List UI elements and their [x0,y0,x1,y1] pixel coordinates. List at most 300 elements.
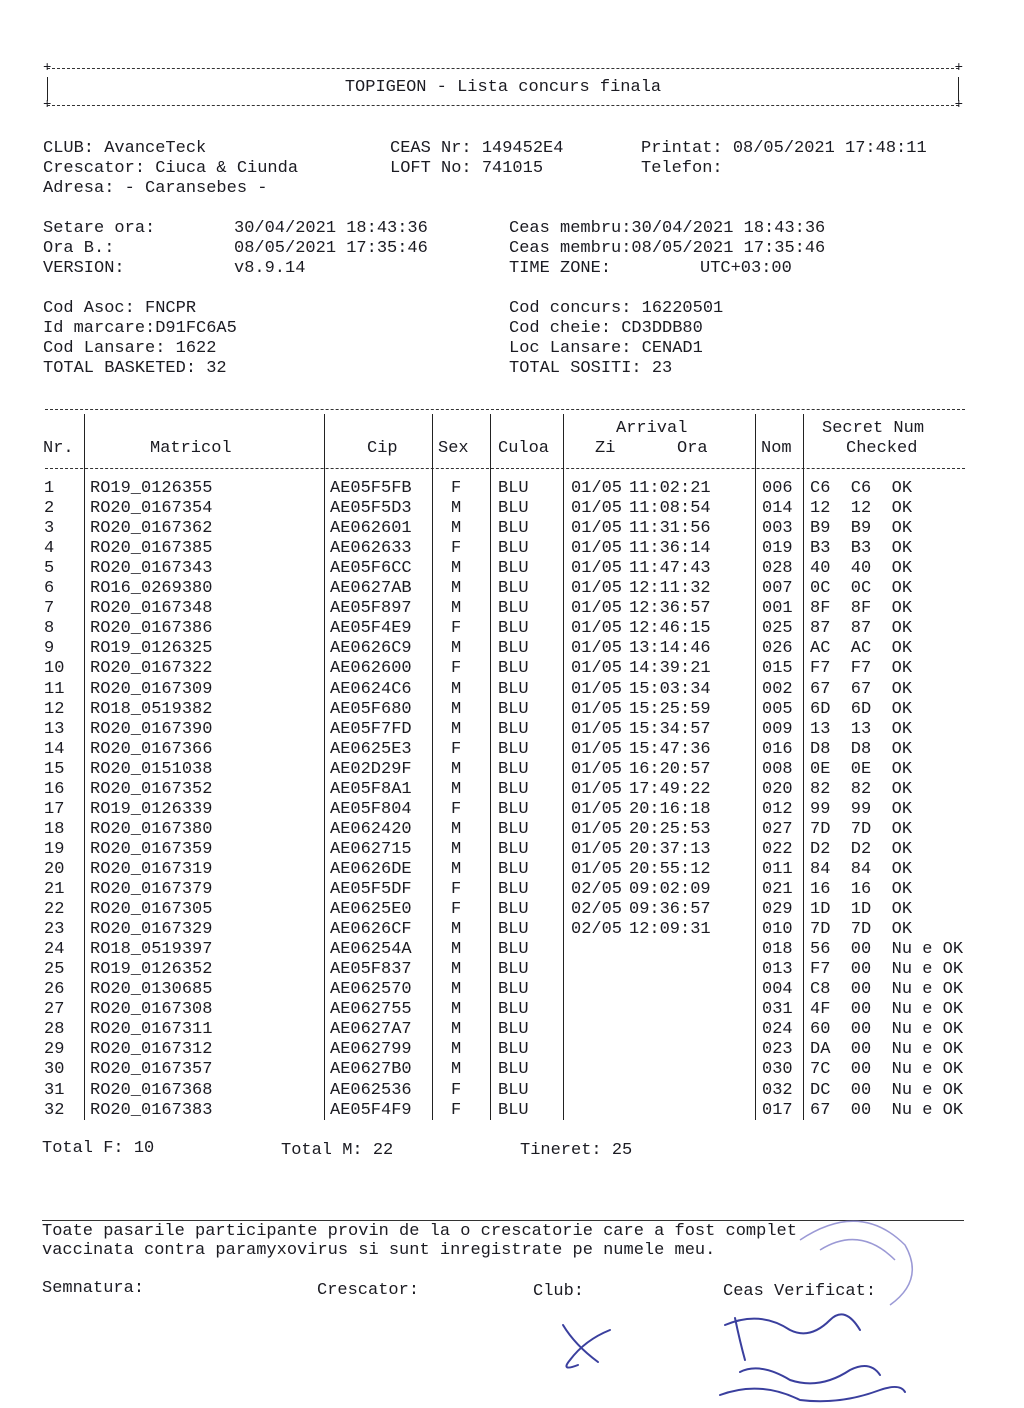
row-nr: 30 [44,1060,65,1080]
row-nom: 007 [762,579,793,599]
row-zi: 01/05 [571,499,623,519]
row-sex: F [451,900,462,920]
row-cip: AE062536 [330,1080,412,1100]
row-sex: F [451,799,462,819]
row-nom: 024 [762,1020,793,1040]
row-nom: 022 [762,839,793,859]
row-cip: AE062799 [330,1040,412,1060]
row-sex: F [451,739,462,759]
row-nr: 10 [44,659,65,679]
row-matricol: RO20_0167362 [90,519,213,539]
row-matricol: RO20_0151038 [90,759,213,779]
row-zi: 01/05 [571,799,623,819]
row-zi: 01/05 [571,639,623,659]
row-secret: 84 84 OK [810,859,913,879]
row-matricol: RO16_0269380 [90,579,213,599]
row-culoa: BLU [498,1020,529,1040]
row-culoa: BLU [498,779,529,799]
row-cip: AE05F4F9 [330,1100,412,1120]
row-zi: 01/05 [571,679,623,699]
row-sex: F [451,880,462,899]
row-ora: 12:09:31 [629,920,711,940]
header-ora: Ora [677,439,708,458]
row-matricol: RO20_0167380 [90,819,213,839]
row-secret: 40 40 OK [810,559,913,579]
row-nr: 2 [44,499,55,519]
row-secret: 13 13 OK [810,719,913,739]
row-ora: 14:39:21 [629,659,711,679]
row-secret: 1D 1D OK [810,900,913,920]
row-ora: 20:55:12 [629,859,711,879]
row-zi: 01/05 [571,699,623,719]
total-basketed: TOTAL BASKETED: 32 [43,359,227,378]
row-culoa: BLU [498,499,529,519]
row-nom: 023 [762,1040,793,1060]
row-cip: AE05F8A1 [330,779,412,799]
row-ora: 20:37:13 [629,839,711,859]
row-ora: 17:49:22 [629,779,711,799]
handwritten-signature [563,1314,905,1401]
row-cip: AE062755 [330,1000,412,1020]
row-culoa: BLU [498,739,529,759]
row-sex: M [451,980,462,1000]
row-ora: 13:14:46 [629,639,711,659]
row-culoa: BLU [498,619,529,639]
row-culoa: BLU [498,1000,529,1020]
row-secret: C8 00 Nu e OK [810,980,964,1000]
header-zi: Zi [595,439,616,458]
row-ora: 12:36:57 [629,599,711,619]
row-zi: 01/05 [571,819,623,839]
row-sex: M [451,579,462,599]
row-ora: 11:08:54 [629,499,711,519]
row-matricol: RO20_0167308 [90,1000,213,1020]
row-cip: AE062633 [330,539,412,559]
row-sex: F [451,1100,462,1120]
corner-mark: + [954,60,963,76]
row-secret: 12 12 OK [810,499,913,519]
row-culoa: BLU [498,579,529,599]
ceas-membru-1: Ceas membru:30/04/2021 18:43:36 [509,219,826,238]
row-secret: D2 D2 OK [810,839,913,859]
row-culoa: BLU [498,1060,529,1080]
row-zi: 01/05 [571,539,623,559]
row-matricol: RO20_0167305 [90,900,213,920]
row-nr: 24 [44,940,65,960]
stamp-seal [800,1221,912,1305]
row-cip: AE05F7FD [330,719,412,739]
row-sex: M [451,1040,462,1060]
row-ora: 15:03:34 [629,679,711,699]
row-secret: 4F 00 Nu e OK [810,1000,964,1020]
row-matricol: RO20_0167352 [90,779,213,799]
ceas-nr: CEAS Nr: 149452E4 [390,139,564,158]
row-culoa: BLU [498,599,529,619]
row-matricol: RO19_0126325 [90,639,213,659]
row-zi: 01/05 [571,579,623,599]
row-secret: F7 00 Nu e OK [810,960,964,980]
row-cip: AE05F897 [330,599,412,619]
club-signature-label: Club: [533,1282,585,1301]
setare-ora-label: Setare ora: [43,219,156,238]
header-sex: Sex [438,439,469,458]
row-cip: AE0627AB [330,579,412,599]
row-cip: AE0625E3 [330,739,412,759]
row-culoa: BLU [498,519,529,539]
row-nom: 028 [762,559,793,579]
row-matricol: RO20_0167311 [90,1020,213,1040]
row-nom: 031 [762,1000,793,1020]
row-secret: F7 F7 OK [810,659,913,679]
row-secret: 60 00 Nu e OK [810,1020,964,1040]
row-matricol: RO20_0167386 [90,619,213,639]
row-culoa: BLU [498,859,529,879]
row-sex: M [451,819,462,839]
row-matricol: RO20_0167359 [90,839,213,859]
row-zi: 01/05 [571,519,623,539]
row-zi: 01/05 [571,619,623,639]
row-nom: 006 [762,479,793,498]
row-culoa: BLU [498,940,529,960]
tineret: Tineret: 25 [520,1141,633,1160]
row-zi: 01/05 [571,659,623,679]
row-nr: 18 [44,819,65,839]
row-nom: 010 [762,920,793,940]
row-matricol: RO20_0167329 [90,920,213,940]
row-matricol: RO19_0126352 [90,960,213,980]
ora-b-value: 08/05/2021 17:35:46 [234,239,428,258]
row-nom: 011 [762,859,793,879]
row-cip: AE0625E0 [330,900,412,920]
time-zone-label: TIME ZONE: [509,259,612,278]
row-secret: 6D 6D OK [810,699,913,719]
row-zi: 01/05 [571,719,623,739]
row-cip: AE0627A7 [330,1020,412,1040]
row-matricol: RO20_0167343 [90,559,213,579]
row-nr: 16 [44,779,65,799]
row-nr: 23 [44,920,65,940]
row-cip: AE0626DE [330,859,412,879]
row-nr: 15 [44,759,65,779]
row-matricol: RO19_0126339 [90,799,213,819]
row-cip: AE0626CF [330,920,412,940]
row-sex: F [451,659,462,679]
row-nr: 19 [44,839,65,859]
row-sex: M [451,839,462,859]
row-nr: 3 [44,519,55,539]
row-cip: AE06254A [330,940,412,960]
row-cip: AE05F680 [330,699,412,719]
row-nom: 032 [762,1080,793,1100]
row-sex: M [451,960,462,980]
row-culoa: BLU [498,819,529,839]
id-marcare: Id marcare:D91FC6A5 [43,319,237,338]
header-checked: Checked [846,439,918,458]
row-matricol: RO20_0167354 [90,499,213,519]
row-nom: 018 [762,940,793,960]
row-nr: 1 [44,479,55,498]
row-nr: 8 [44,619,55,639]
row-secret: 0C 0C OK [810,579,913,599]
row-cip: AE02D29F [330,759,412,779]
row-matricol: RO20_0167366 [90,739,213,759]
row-secret: 67 67 OK [810,679,913,699]
row-nr: 21 [44,880,65,899]
row-sex: M [451,1000,462,1020]
row-nom: 016 [762,739,793,759]
row-culoa: BLU [498,659,529,679]
row-secret: 87 87 OK [810,619,913,639]
ceas-verificat-label: Ceas Verificat: [723,1282,877,1301]
version-value: v8.9.14 [234,259,306,278]
row-nom: 002 [762,679,793,699]
row-zi: 02/05 [571,880,623,899]
crescator-signature-label: Crescator: [317,1281,420,1300]
row-matricol: RO20_0167379 [90,880,213,899]
telephone: Telefon: [641,159,723,178]
row-ora: 11:31:56 [629,519,711,539]
row-matricol: RO20_0167383 [90,1100,213,1120]
row-secret: 7D 7D OK [810,920,913,940]
row-matricol: RO20_0130685 [90,980,213,1000]
corner-mark: + [43,60,52,76]
row-cip: AE05F804 [330,799,412,819]
row-sex: M [451,1060,462,1080]
row-ora: 15:34:57 [629,719,711,739]
row-secret: DA 00 Nu e OK [810,1040,964,1060]
row-secret: C6 C6 OK [810,479,913,498]
row-secret: 82 82 OK [810,779,913,799]
row-cip: AE05F837 [330,960,412,980]
row-ora: 16:20:57 [629,759,711,779]
row-sex: M [451,719,462,739]
row-sex: M [451,699,462,719]
row-zi: 01/05 [571,839,623,859]
row-ora: 11:36:14 [629,539,711,559]
row-matricol: RO20_0167322 [90,659,213,679]
row-sex: F [451,1080,462,1100]
row-cip: AE05F5DF [330,880,412,899]
row-nom: 029 [762,900,793,920]
row-ora: 09:36:57 [629,900,711,920]
row-secret: 56 00 Nu e OK [810,940,964,960]
row-cip: AE05F5FB [330,479,412,498]
row-nom: 001 [762,599,793,619]
row-nom: 012 [762,799,793,819]
row-nom: 008 [762,759,793,779]
header-nom: Nom [761,439,792,458]
row-nr: 17 [44,799,65,819]
header-cip: Cip [367,439,398,458]
time-zone-value: UTC+03:00 [700,259,792,278]
row-secret: 16 16 OK [810,880,913,899]
row-matricol: RO20_0167312 [90,1040,213,1060]
row-nom: 003 [762,519,793,539]
row-sex: M [451,559,462,579]
row-nom: 015 [762,659,793,679]
row-culoa: BLU [498,1080,529,1100]
row-sex: M [451,639,462,659]
row-cip: AE062600 [330,659,412,679]
row-matricol: RO20_0167309 [90,679,213,699]
header-arrival: Arrival [616,419,688,438]
row-secret: 99 99 OK [810,799,913,819]
version-label: VERSION: [43,259,125,278]
row-culoa: BLU [498,900,529,920]
row-ora: 20:25:53 [629,819,711,839]
row-culoa: BLU [498,559,529,579]
cod-asoc: Cod Asoc: FNCPR [43,299,197,318]
ora-b-label: Ora B.: [43,239,115,258]
row-ora: 11:02:21 [629,479,711,498]
row-sex: M [451,779,462,799]
row-culoa: BLU [498,1040,529,1060]
row-culoa: BLU [498,679,529,699]
row-nr: 13 [44,719,65,739]
row-ora: 15:25:59 [629,699,711,719]
row-nr: 31 [44,1080,65,1100]
row-sex: M [451,759,462,779]
row-matricol: RO20_0167390 [90,719,213,739]
row-nr: 29 [44,1040,65,1060]
row-ora: 20:16:18 [629,799,711,819]
row-sex: M [451,599,462,619]
header-culoa: Culoa [498,439,550,458]
cod-lansare: Cod Lansare: 1622 [43,339,217,358]
row-nr: 26 [44,980,65,1000]
semnatura-label: Semnatura: [42,1279,145,1298]
total-f: Total F: 10 [42,1139,155,1158]
row-nr: 22 [44,900,65,920]
row-matricol: RO20_0167319 [90,859,213,879]
row-secret: B3 B3 OK [810,539,913,559]
page-title: TOPIGEON - Lista concurs finala [344,78,662,97]
cod-concurs: Cod concurs: 16220501 [509,299,724,318]
header-matricol: Matricol [150,439,232,458]
row-nr: 11 [44,679,65,699]
row-nom: 009 [762,719,793,739]
row-secret: AC AC OK [810,639,913,659]
row-ora: 15:47:36 [629,739,711,759]
row-nom: 025 [762,619,793,639]
row-zi: 01/05 [571,479,623,498]
row-cip: AE05F4E9 [330,619,412,639]
row-ora: 11:47:43 [629,559,711,579]
row-culoa: BLU [498,479,529,498]
row-secret: 0E 0E OK [810,759,913,779]
row-zi: 01/05 [571,779,623,799]
row-sex: M [451,1020,462,1040]
row-nom: 030 [762,1060,793,1080]
row-matricol: RO18_0519382 [90,699,213,719]
row-matricol: RO20_0167385 [90,539,213,559]
row-cip: AE05F6CC [330,559,412,579]
row-sex: M [451,499,462,519]
row-nom: 021 [762,880,793,899]
row-sex: F [451,479,462,498]
crescator-name: Crescator: Ciuca & Ciunda [43,159,299,178]
row-nr: 25 [44,960,65,980]
loc-lansare: Loc Lansare: CENAD1 [509,339,703,358]
header-secret-num: Secret Num [822,419,925,438]
row-nom: 019 [762,539,793,559]
row-matricol: RO18_0519397 [90,940,213,960]
row-sex: F [451,619,462,639]
row-culoa: BLU [498,539,529,559]
row-culoa: BLU [498,960,529,980]
row-culoa: BLU [498,639,529,659]
row-nom: 014 [762,499,793,519]
row-matricol: RO20_0167348 [90,599,213,619]
row-secret: 67 00 Nu e OK [810,1100,964,1120]
row-sex: M [451,519,462,539]
row-cip: AE062601 [330,519,412,539]
row-secret: 7D 7D OK [810,819,913,839]
row-culoa: BLU [498,1100,529,1120]
row-culoa: BLU [498,980,529,1000]
row-cip: AE062420 [330,819,412,839]
row-culoa: BLU [498,799,529,819]
row-nr: 32 [44,1100,65,1120]
row-nom: 005 [762,699,793,719]
row-secret: B9 B9 OK [810,519,913,539]
cod-cheie: Cod cheie: CD3DDB80 [509,319,703,338]
row-cip: AE05F5D3 [330,499,412,519]
printed-date: Printat: 08/05/2021 17:48:11 [641,139,927,158]
row-nom: 004 [762,980,793,1000]
row-ora: 12:11:32 [629,579,711,599]
row-sex: F [451,539,462,559]
row-cip: AE0624C6 [330,679,412,699]
row-culoa: BLU [498,839,529,859]
declaration-line-1: Toate pasarile participante provin de la o crescatorie care a fost complet [42,1222,797,1241]
row-zi: 01/05 [571,559,623,579]
row-nr: 12 [44,699,65,719]
row-zi: 02/05 [571,900,623,920]
row-ora: 12:46:15 [629,619,711,639]
row-nom: 017 [762,1100,793,1120]
row-secret: 8F 8F OK [810,599,913,619]
row-culoa: BLU [498,880,529,899]
row-matricol: RO20_0167357 [90,1060,213,1080]
loft-no: LOFT No: 741015 [390,159,544,178]
row-zi: 01/05 [571,739,623,759]
declaration-line-2: vaccinata contra paramyxovirus si sunt inregistrate pe numele meu. [42,1241,716,1260]
row-sex: M [451,940,462,960]
row-culoa: BLU [498,699,529,719]
address: Adresa: - Caransebes - [43,179,268,198]
corner-mark: + [954,97,963,113]
row-nom: 020 [762,779,793,799]
row-zi: 01/05 [571,759,623,779]
row-secret: 7C 00 Nu e OK [810,1060,964,1080]
row-nom: 013 [762,960,793,980]
row-culoa: BLU [498,759,529,779]
row-matricol: RO19_0126355 [90,479,213,498]
row-nom: 027 [762,819,793,839]
row-nr: 5 [44,559,55,579]
row-secret: D8 D8 OK [810,739,913,759]
row-sex: M [451,920,462,940]
club-name: CLUB: AvanceTeck [43,139,207,158]
header-nr: Nr. [43,439,74,458]
row-nr: 9 [44,639,55,659]
row-matricol: RO20_0167368 [90,1080,213,1100]
row-nr: 14 [44,739,65,759]
row-zi: 01/05 [571,859,623,879]
row-sex: M [451,679,462,699]
row-nr: 6 [44,579,55,599]
